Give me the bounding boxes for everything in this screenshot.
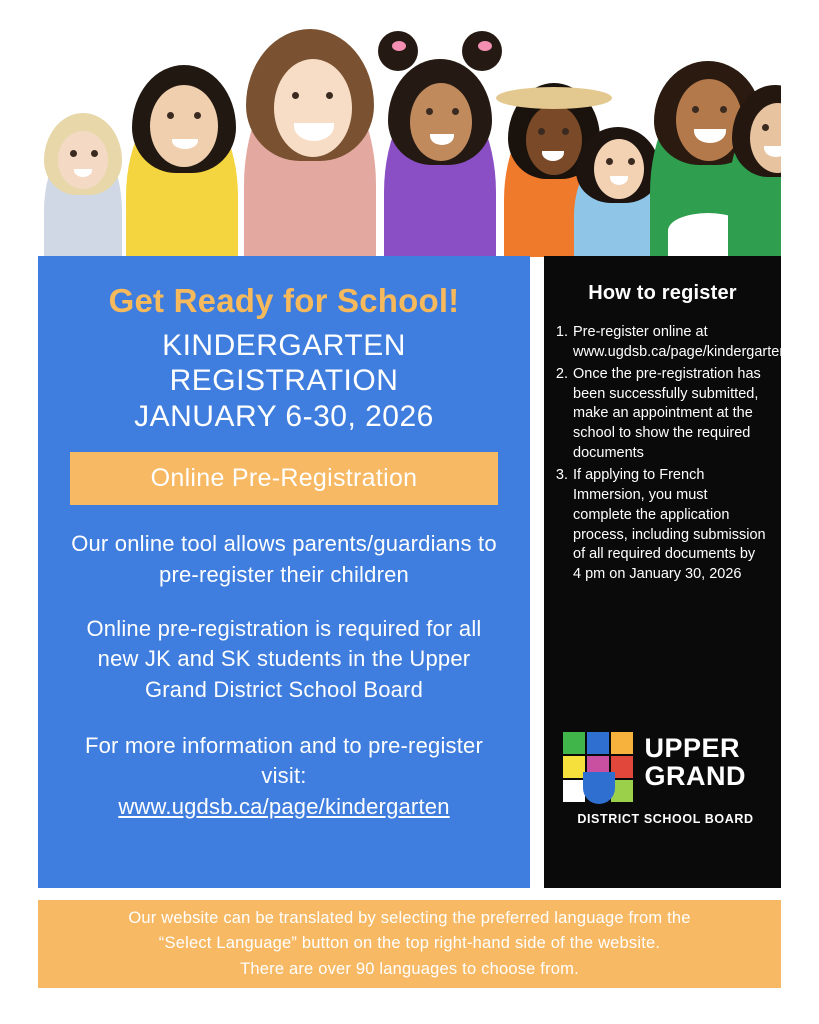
cta-label: Online Pre-Registration xyxy=(150,464,418,493)
translation-notice xyxy=(38,900,781,988)
logo-line-2: GRAND xyxy=(644,761,746,792)
logo-text xyxy=(645,734,747,790)
how-to-register-steps xyxy=(554,323,788,585)
title-line-3: JANUARY 6-30, 2026 xyxy=(134,399,434,433)
list-item: 2. Once the pre-registration has been successfully submitted, make an appointment at the school to show the required documents xyxy=(572,365,767,464)
ugdsb-logo xyxy=(544,728,781,838)
online-pre-registration-button[interactable] xyxy=(70,452,498,505)
logo-mark-icon xyxy=(563,732,635,804)
title-line-2: REGISTRATION xyxy=(169,364,399,398)
headline: Get Ready for School! xyxy=(108,282,460,319)
how-to-register-title: How to register xyxy=(588,282,737,304)
title-line-1: KINDERGARTEN xyxy=(162,329,406,362)
paragraph-2: Online pre-registration is required for all new JK and SK students in the Upper Grand District School Board xyxy=(86,615,482,702)
logo-line-1: UPPER xyxy=(644,733,741,763)
logo-subtitle: DISTRICT SCHOOL BOARD xyxy=(577,812,754,826)
list-item: 3. If applying to French Immersion, you must complete the application process, including submission of all required documents by 4 pm on January 30, 2026 xyxy=(572,466,767,585)
paragraph-3: For more information and to pre-register visit: xyxy=(84,732,484,789)
footer-line-1: Our website can be translated by selecting the preferred language from the xyxy=(128,908,691,927)
footer-line-3: There are over 90 languages to choose from. xyxy=(240,959,579,978)
footer-line-2: “Select Language” button on the top right-hand side of the website. xyxy=(158,934,661,953)
registration-link[interactable]: www.ugdsb.ca/page/kindergarten xyxy=(118,793,450,819)
how-to-register-panel xyxy=(544,256,788,888)
list-item: 1. Pre-register online at www.ugdsb.ca/page/kindergarten xyxy=(572,323,767,363)
main-info-panel xyxy=(38,256,530,888)
children-photo xyxy=(38,14,781,257)
paragraph-1: Our online tool allows parents/guardians to pre-register their children xyxy=(71,531,497,587)
